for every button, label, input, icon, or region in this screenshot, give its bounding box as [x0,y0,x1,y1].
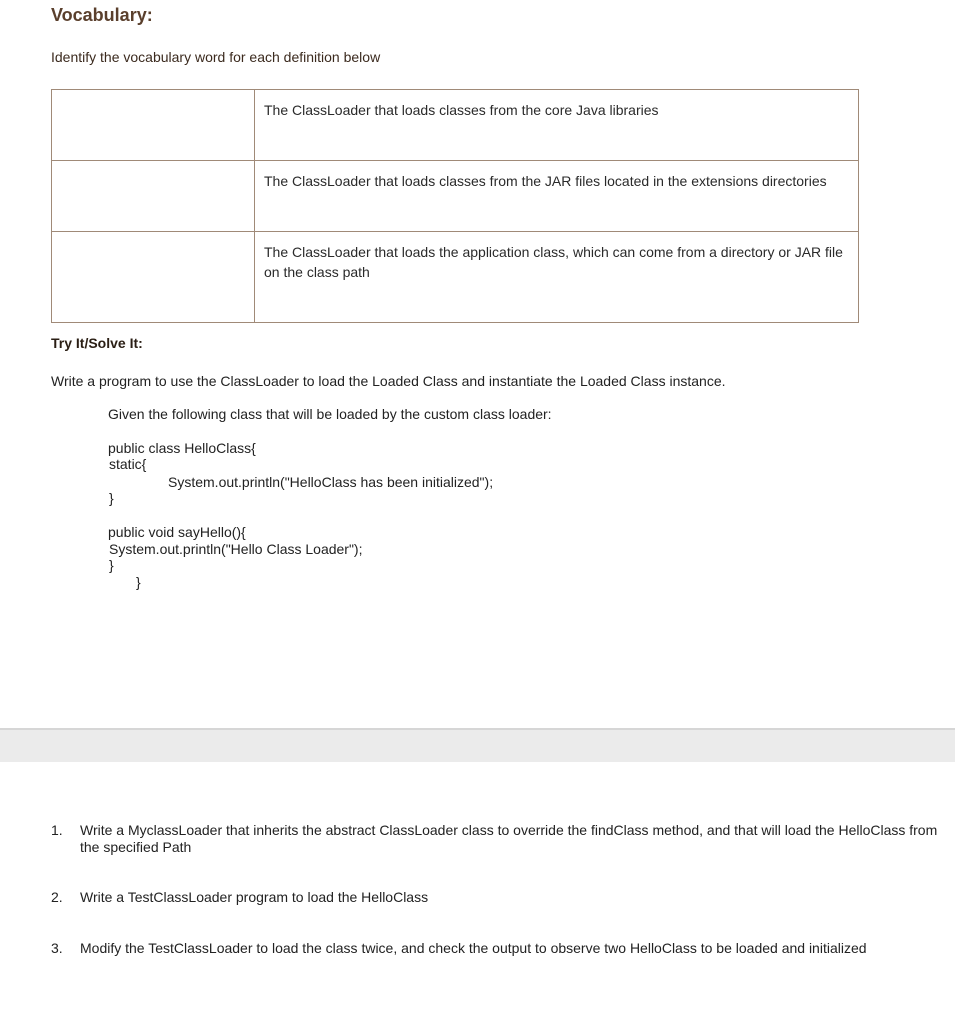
vocabulary-table [51,89,859,323]
table-row [52,232,859,323]
vocabulary-heading: Vocabulary: [51,5,153,25]
code-line: System.out.println("Hello Class Loader"); [109,541,363,557]
list-number: 2. [51,889,63,905]
code-line: } [136,574,141,590]
code-line: public class HelloClass{ [108,440,256,456]
given-class-intro: Given the following class that will be loaded by the custom class loader: [108,406,552,422]
definition-cell: The ClassLoader that loads classes from the core Java libraries [255,90,859,161]
code-line: } [109,557,114,573]
vocabulary-word-cell[interactable] [52,232,255,323]
list-text: Write a MyclassLoader that inherits the abstract ClassLoader class to override the findClass method, and that will load the HelloClass from the specified Path [80,822,938,855]
page-two [0,762,955,1013]
code-line: static{ [109,456,147,472]
list-number: 1. [51,822,63,838]
vocabulary-instruction: Identify the vocabulary word for each definition below [51,49,381,65]
definition-cell: The ClassLoader that loads the application class, which can come from a directory or JAR file on the class path [255,232,859,323]
list-number: 3. [51,940,63,956]
list-text: Modify the TestClassLoader to load the class twice, and check the output to observe two HelloClass to be loaded and initialized [80,940,867,956]
task-description: Write a program to use the ClassLoader to load the Loaded Class and instantiate the Loaded Class instance. [51,373,726,389]
code-line: public void sayHello(){ [108,524,246,540]
vocabulary-word-cell[interactable] [52,90,255,161]
try-it-heading: Try It/Solve It: [51,335,143,351]
page-separator [0,728,955,762]
code-line: } [109,490,114,506]
table-row [52,161,859,232]
table-row [52,90,859,161]
vocabulary-word-cell[interactable] [52,161,255,232]
code-line: System.out.println("HelloClass has been initialized"); [168,474,494,490]
list-text: Write a TestClassLoader program to load the HelloClass [80,889,429,905]
definition-cell: The ClassLoader that loads classes from the JAR files located in the extensions directories [255,161,859,232]
